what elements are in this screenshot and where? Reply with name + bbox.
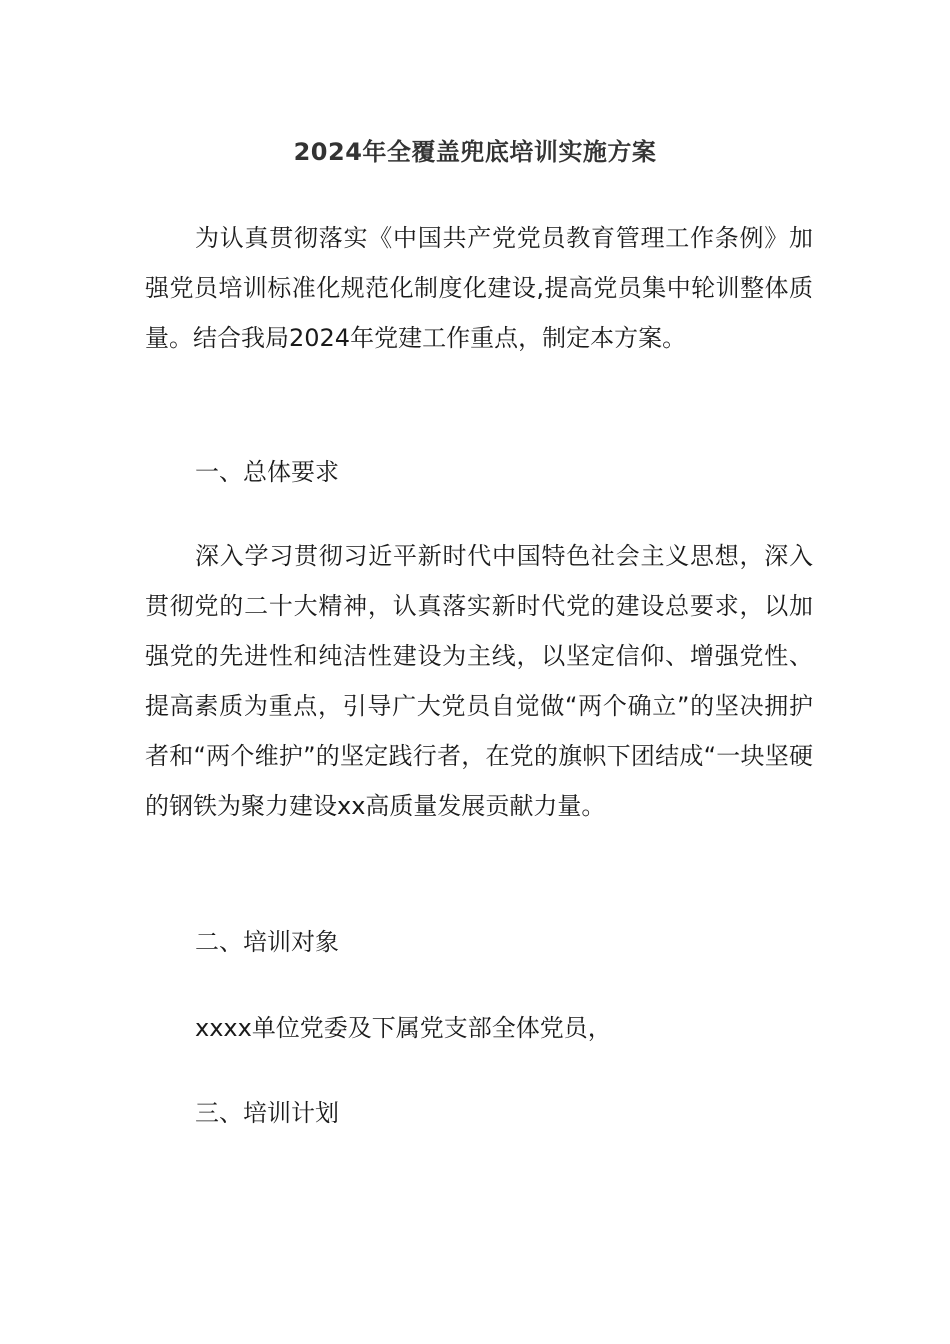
intro-paragraph: 为认真贯彻落实《中国共产党党员教育管理工作条例》加强党员培训标准化规范化制度化建设,提高党员集中轮训整体质量。结合我局2024年党建工作重点，制定本方案。 [145,224,813,352]
section-heading-general-requirements: 一、总体要求 [195,458,339,486]
section-heading-training-plan: 三、培训计划 [195,1099,339,1127]
document-title: 2024年全覆盖兜底培训实施方案 [293,138,657,166]
section-heading-training-targets: 二、培训对象 [195,928,339,956]
section-general-requirements-body: 深入学习贯彻习近平新时代中国特色社会主义思想，深入贯彻党的二十大精神，认真落实新时代党的建设总要求，以加强党的先进性和纯洁性建设为主线，以坚定信仰、增强党性、提高素质为重点，引导广大党员自觉做“两个确立”的坚决拥护者和“两个维护”的坚定践行者，在党的旗帜下团结成“一块坚硬的钢铁为聚力建设xx高质量发展贡献力量。 [145,542,813,820]
section-training-targets-body: xxxx单位党委及下属党支部全体党员， [195,1014,612,1042]
